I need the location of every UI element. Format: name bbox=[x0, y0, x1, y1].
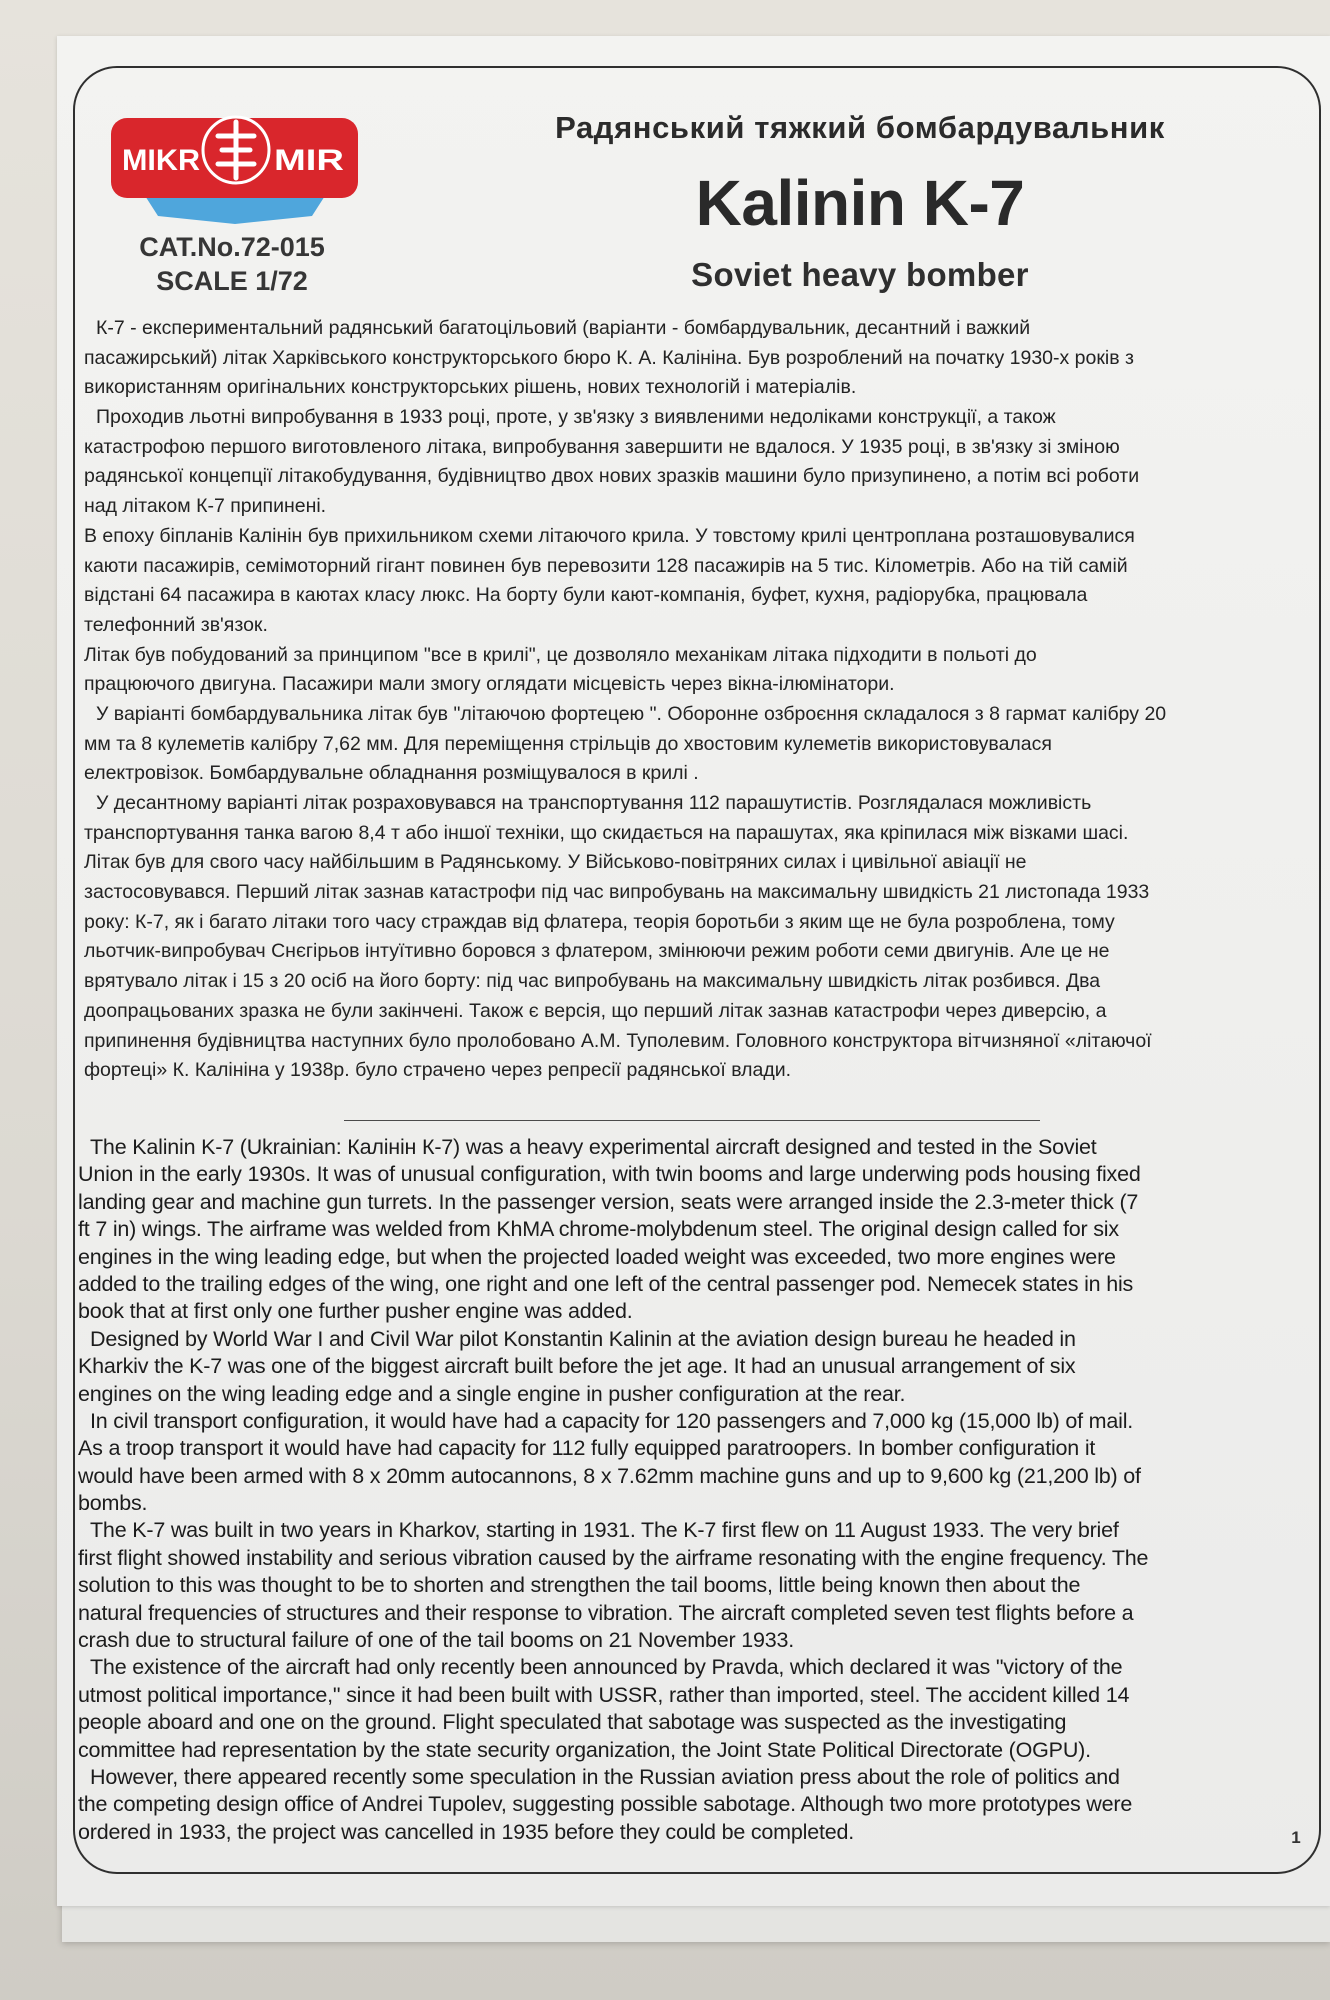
en-text-line: The existence of the aircraft had only recently been announced by Pravda, which declared it was "victory of the bbox=[90, 1655, 1123, 1680]
uk-text-line: льотчик-випробувач Снєгірьов інтуїтивно боровся з флатером, змінюючи режим роботи семи двигунів. Але це не bbox=[84, 940, 1110, 963]
ukrainian-title: Радянський тяжкий бомбардувальник bbox=[555, 110, 1165, 145]
page-title: Kalinin K-7 bbox=[695, 167, 1025, 239]
en-text-line: The Kalinin K-7 (Ukrainian: Калінін К-7) was a heavy experimental aircraft designed and tested in the Soviet bbox=[90, 1135, 1097, 1159]
uk-text-line: припинення будівництва наступних було пролобовано А.М. Туполевим. Головного конструктора вітчизняної «літаючої bbox=[84, 1029, 1152, 1052]
en-text-line: Designed by World War I and Civil War pilot Konstantin Kalinin at the aviation design bureau he headed in bbox=[90, 1326, 1076, 1351]
uk-text-line: транспортування танка вагою 8,4 т або іншої техніки, що скидається на парашутах, яка кріпилася між візками шасі. bbox=[84, 821, 1129, 844]
en-text-line: book that at first only one further pusher engine was added. bbox=[78, 1299, 633, 1324]
uk-text-line: фортеці» К. Калініна у 1938р. було страчено через репресії радянської влади. bbox=[84, 1059, 792, 1082]
catalog-number: CAT.No.72-015 bbox=[139, 232, 325, 262]
en-text-line: Union in the early 1930s. It was of unusual configuration, with twin booms and large underwing pods housing fixed bbox=[78, 1162, 1141, 1187]
en-text-line: engines in the wing leading edge, but when the projected loaded weight was exceeded, two more engines were bbox=[78, 1244, 1116, 1269]
uk-text-line: пасажирський) літак Харківського конструкторського бюро К. А. Калініна. Був розроблений на початку 1930-х років з bbox=[84, 346, 1134, 369]
uk-text-line: Проходив льотні випробування в 1933 році, проте, у зв'язку з виявленими недоліками конструкції, а також bbox=[96, 406, 1056, 429]
en-text-line: utmost political importance," since it had been built with USSR, rather than imported, steel. The accident killed 14 bbox=[78, 1682, 1130, 1707]
uk-text-line: року: К-7, як і багато літаки того часу страждав від флатера, теорія боротьби з яким ще не була розроблена, тому bbox=[84, 910, 1115, 933]
logo-text-right: MIR bbox=[274, 144, 345, 177]
uk-text-line: електровізок. Бомбардувальне обладнання розміщувалося в крилі . bbox=[84, 762, 699, 785]
uk-text-line: Літак був для свого часу найбільшим в Радянському. У Військово-повітряних силах і цивільної авіації не bbox=[84, 851, 1027, 874]
uk-text-line: катастрофою першого виготовленого літака, випробування завершити не вдалося. У 1935 році, в зв'язку зі зміною bbox=[84, 435, 1120, 458]
uk-text-line: над літаком К-7 припинені. bbox=[84, 495, 327, 518]
en-text-line: bombs. bbox=[78, 1491, 148, 1516]
model-scale: SCALE 1/72 bbox=[156, 266, 308, 296]
uk-text-line: У варіанті бомбардувальника літак був "літаючою фортецею ". Оборонне озброєння складалося з 8 гармат калібру 20 bbox=[96, 702, 1167, 725]
uk-text-line: працюючого двигуна. Пасажири мали змогу оглядати місцевість через вікна-ілюмінатори. bbox=[84, 673, 895, 696]
mikromir-logo bbox=[100, 104, 370, 230]
ukrainian-description bbox=[84, 314, 1316, 1086]
logo-text-left: MIKR bbox=[122, 144, 201, 177]
en-text-line: As a troop transport it would have had capacity for 112 fully equipped paratroopers. In bomber configuration it bbox=[78, 1436, 1096, 1461]
english-subtitle: Soviet heavy bomber bbox=[691, 256, 1029, 293]
uk-text-line: мм та 8 кулеметів калібру 7,62 мм. Для переміщення стрільців до хвостовим кулеметів використовувалася bbox=[84, 732, 1052, 755]
en-text-line: added to the trailing edges of the wing, one right and one left of the central passenger pod. Nemecek states in his bbox=[78, 1271, 1134, 1296]
en-text-line: ordered in 1933, the project was cancelled in 1935 before they could be completed. bbox=[78, 1819, 855, 1844]
en-text-line: Kharkiv the K-7 was one of the biggest aircraft built before the jet age. It had an unusual arrangement of six bbox=[78, 1354, 1076, 1379]
en-text-line: committee had representation by the state security organization, the Joint State Political Directorate (OGPU). bbox=[78, 1737, 1091, 1762]
uk-text-line: Літак був побудований за принципом "все в крилі", це дозволяло механікам літака підходити в польоті до bbox=[84, 643, 1037, 666]
uk-text-line: відстані 64 пасажира в каютах класу люкс. На борту були кают-компанія, буфет, кухня, радіорубка, працювала bbox=[84, 584, 1088, 607]
en-text-line: would have been armed with 8 x 20mm autocannons, 8 x 7.62mm machine guns and up to 9,600 kg (21,200 lb) of bbox=[78, 1463, 1141, 1488]
section-divider bbox=[344, 1120, 1040, 1121]
uk-text-line: В епоху біпланів Калінін був прихильником схеми літаючого крила. У товстому крилі центроплана розташовувалися bbox=[84, 524, 1135, 547]
uk-text-line: використанням оригінальних конструкторських рішень, нових технологій і матеріалів. bbox=[84, 376, 857, 399]
uk-text-line: каюти пасажирів, семімоторний гігант повинен був перевозити 128 пасажирів на 5 тис. Кілометрів. Або на тій самій bbox=[84, 554, 1128, 577]
en-text-line: first flight showed instability and serious vibration caused by the airframe resonating with the engine frequency. The bbox=[78, 1545, 1149, 1570]
uk-text-line: доопрацьованих зразка не були закінчені. Також є версія, що перший літак зазнав катастрофи через диверсію, а bbox=[84, 999, 1107, 1022]
en-text-line: solution to this was thought to be to shorten and strengthen the tail booms, little being known then about the bbox=[78, 1573, 1081, 1598]
en-text-line: natural frequencies of structures and their response to vibration. The aircraft completed seven test flights before a bbox=[78, 1600, 1134, 1625]
uk-text-line: телефонний зв'язок. bbox=[84, 613, 268, 636]
en-text-line: In civil transport configuration, it would have had a capacity for 120 passengers and 7,000 kg (15,000 lb) of mail. bbox=[90, 1408, 1134, 1433]
en-text-line: However, there appeared recently some speculation in the Russian aviation press about the role of politics and bbox=[90, 1764, 1120, 1789]
en-text-line: landing gear and machine gun turrets. In the passenger version, seats were arranged inside the 2.3-meter thick (7 bbox=[78, 1189, 1139, 1214]
en-text-line: people aboard and one on the ground. Flight speculated that sabotage was suspected as the investigating bbox=[78, 1710, 1067, 1735]
en-text-line: the competing design office of Andrei Tupolev, suggesting possible sabotage. Although two more prototypes were bbox=[78, 1792, 1133, 1817]
en-text-line: engines on the wing leading edge and a single engine in pusher configuration at the rear. bbox=[78, 1381, 906, 1406]
english-description bbox=[78, 1134, 1318, 1846]
page-number: 1 bbox=[1291, 1828, 1301, 1847]
en-text-line: The K-7 was built in two years in Kharkov, starting in 1931. The K-7 first flew on 11 August 1933. The very brief bbox=[90, 1518, 1119, 1543]
uk-text-line: У десантному варіанті літак розраховувався на транспортування 112 парашутистів. Розглядалася можливість bbox=[96, 792, 1092, 814]
uk-text-line: К-7 - експериментальний радянський багатоцільовий (варіанти - бомбардувальник, десантний і важкий bbox=[96, 317, 1031, 339]
uk-text-line: застосовувався. Перший літак зазнав катастрофи під час випробувань на максимальну швидкість 21 листопада 1933 bbox=[84, 881, 1150, 904]
uk-text-line: врятувало літак і 15 з 20 осіб на його борту: під час випробувань на максимальну швидкість літак розбився. Два bbox=[84, 970, 1101, 993]
en-text-line: crash due to structural failure of one of the tail booms on 21 November 1933. bbox=[78, 1628, 795, 1653]
uk-text-line: радянської концепції літакобудування, будівництво двох нових зразків машини було призупинено, а потім всі роботи bbox=[84, 465, 1140, 488]
en-text-line: ft 7 in) wings. The airframe was welded from KhMA chrome-molybdenum steel. The original design called for six bbox=[78, 1217, 1119, 1242]
